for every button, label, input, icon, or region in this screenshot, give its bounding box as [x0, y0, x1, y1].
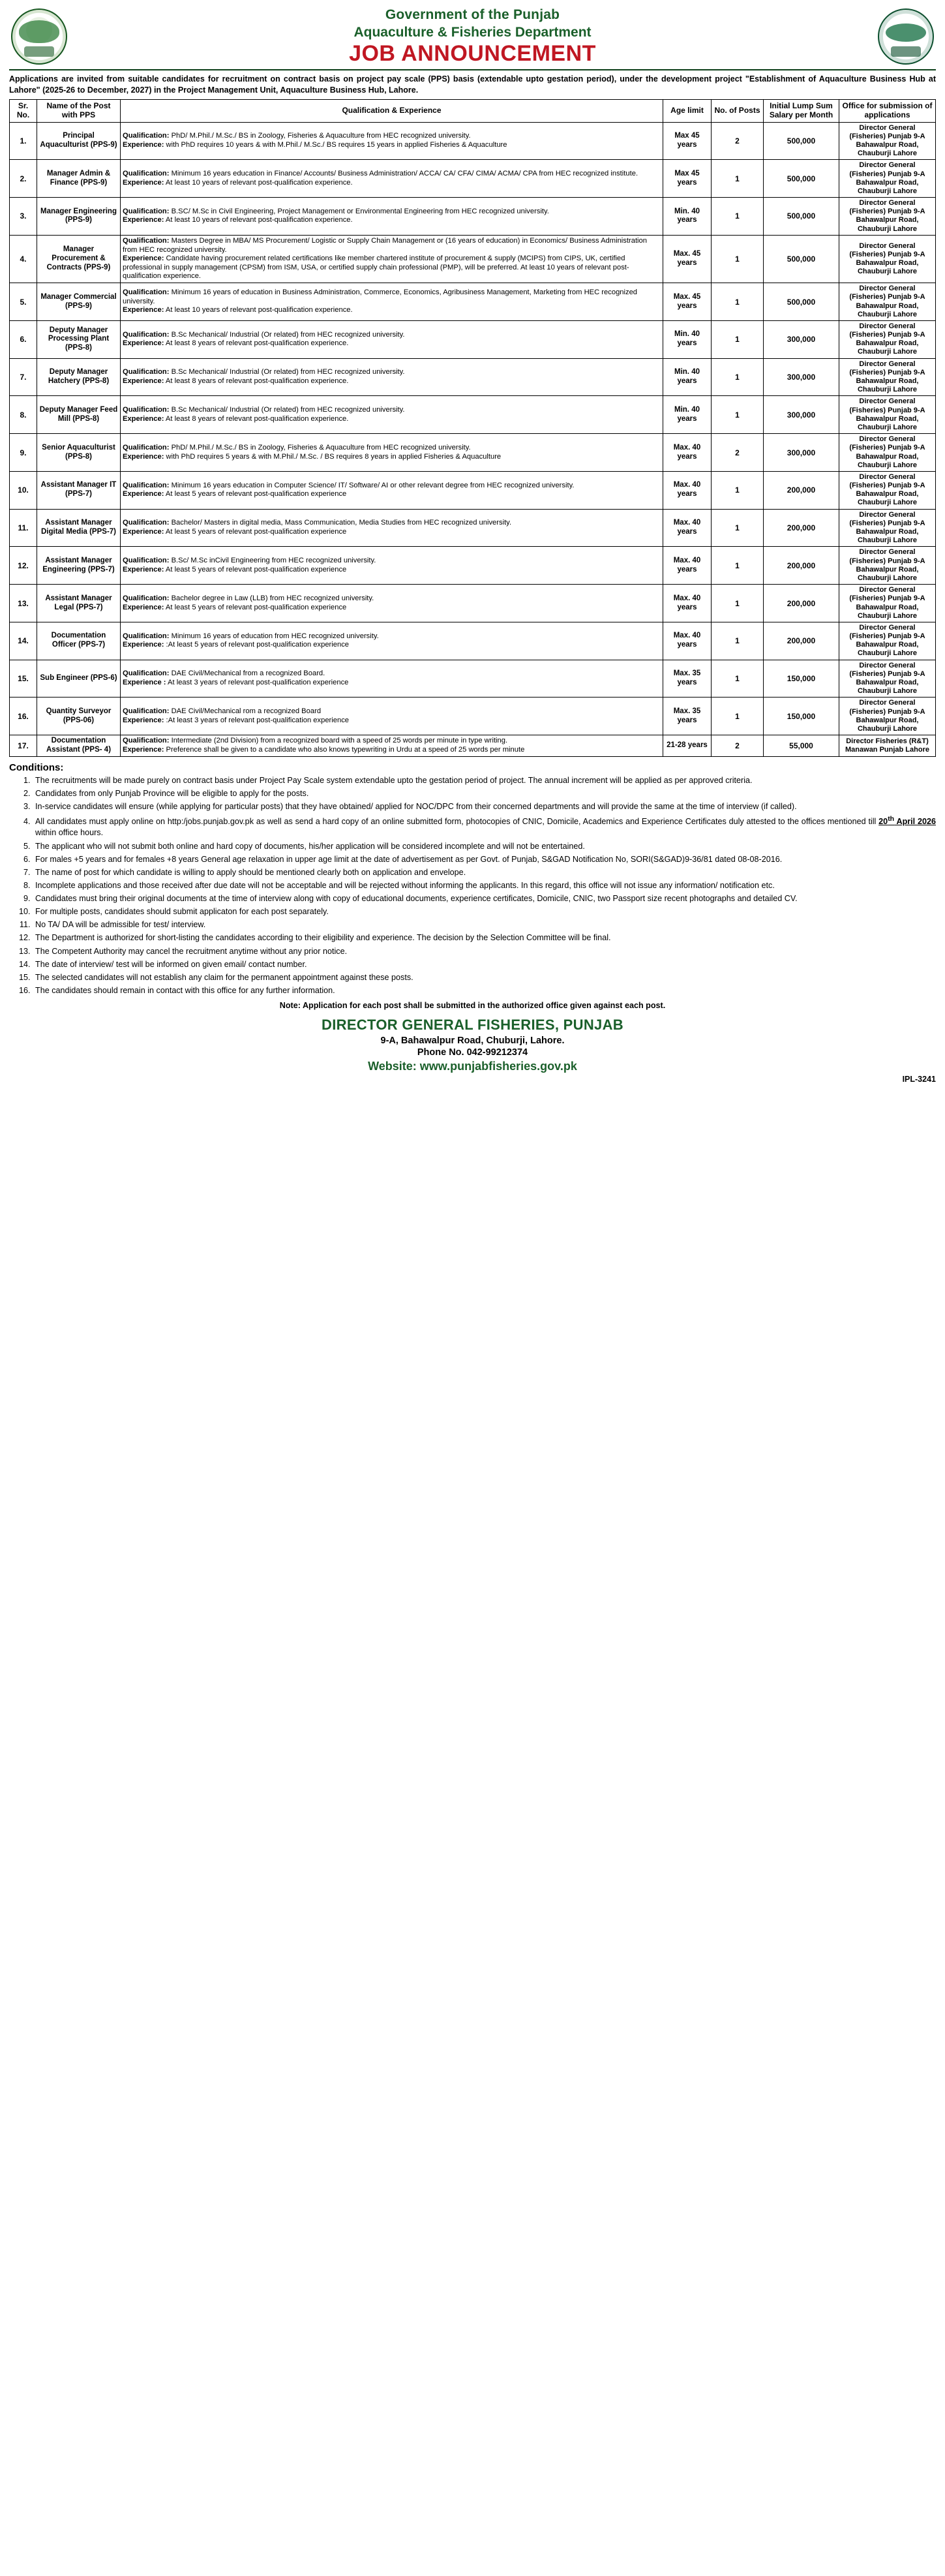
row-serial-number: 16. [10, 698, 37, 735]
row-qualification-experience [121, 509, 663, 547]
row-post-name: Assistant Manager IT (PPS-7) [37, 471, 121, 509]
row-experience: Experience: Preference shall be given to a candidate who also knows typewriting in Urdu at a speed of 25 words per minute [123, 745, 525, 754]
condition-item: 4. All candidates must apply online on http:/jobs.punjab.gov.pk as well as send a hard copy of an online submitted form, photocopies of CNIC, Domicile, Academics and Experience Certificates duly attested to the offices mentioned till 20th April 2026 within office hours. [33, 814, 936, 838]
row-qualification-experience [121, 585, 663, 622]
row-qualification-experience [121, 660, 663, 698]
row-qualification: Qualification: Bachelor degree in Law (LLB) from HEC recognized university. [123, 594, 374, 602]
row-serial-number: 14. [10, 622, 37, 660]
row-office: Director General (Fisheries) Punjab 9-A Bahawalpur Road, Chauburji Lahore [839, 585, 936, 622]
table-row [10, 735, 936, 757]
row-office: Director General (Fisheries) Punjab 9-A Bahawalpur Road, Chauburji Lahore [839, 283, 936, 321]
row-experience: Experience: Candidate having procurement related certifications like member chartered institute of procurement & supply (MCIPS) from CIPS, UK, certified professional in supply management (CPSM) from ISM, USA, or certified supply chain professional (PMP), will be preferred. At least 10 years of relevant post-qualification experience. [123, 254, 629, 281]
submission-note: Note: Application for each post shall be submitted in the authorized office given against each post. [279, 1001, 666, 1011]
row-qualification: Qualification: B.SC/ M.Sc in Civil Engineering, Project Management or Environmental Engineering from HEC recognized university. [123, 207, 549, 215]
row-experience: Experience: At least 5 years of relevant post-qualification experience [123, 565, 347, 574]
table-row [10, 434, 936, 472]
header-titles [69, 7, 876, 65]
row-qualification: Qualification: B.Sc Mechanical/ Industrial (Or related) from HEC recognized university. [123, 368, 405, 376]
jobs-table [9, 99, 936, 757]
intro-paragraph [9, 74, 936, 95]
row-salary: 200,000 [764, 509, 839, 547]
row-qualification: Qualification: Bachelor/ Masters in digital media, Mass Communication, Media Studies from HEC recognized university. [123, 519, 512, 527]
row-no-of-posts: 1 [712, 509, 764, 547]
table-row [10, 122, 936, 160]
row-serial-number: 17. [10, 735, 37, 757]
row-experience: Experience: At least 10 years of relevant post-qualification experience. [123, 306, 353, 314]
row-no-of-posts: 1 [712, 358, 764, 396]
row-serial-number: 9. [10, 434, 37, 472]
row-post-name: Quantity Surveyor (PPS-06) [37, 698, 121, 735]
row-experience: Experience: At least 10 years of relevant post-qualification experience. [123, 216, 353, 224]
table-row [10, 585, 936, 622]
row-age-limit: Max. 45 years [663, 283, 712, 321]
row-post-name: Sub Engineer (PPS-6) [37, 660, 121, 698]
row-salary: 500,000 [764, 283, 839, 321]
row-qualification: Qualification: Minimum 16 years of education from HEC recognized university. [123, 632, 379, 640]
row-office: Director General (Fisheries) Punjab 9-A Bahawalpur Road, Chauburji Lahore [839, 320, 936, 358]
footer-ipl-code: IPL-3241 [902, 1075, 936, 1084]
row-age-limit: Max. 40 years [663, 547, 712, 585]
row-qualification-experience [121, 547, 663, 585]
row-serial-number: 13. [10, 585, 37, 622]
row-age-limit: Max. 40 years [663, 471, 712, 509]
conditions-list [10, 775, 936, 996]
table-row [10, 160, 936, 198]
row-office: Director General (Fisheries) Punjab 9-A Bahawalpur Road, Chauburji Lahore [839, 434, 936, 472]
row-no-of-posts: 1 [712, 235, 764, 283]
row-experience: Experience: At least 5 years of relevant post-qualification experience [123, 490, 347, 498]
footer-director: DIRECTOR GENERAL FISHERIES, PUNJAB [322, 1017, 623, 1034]
row-post-name: Manager Admin & Finance (PPS-9) [37, 160, 121, 198]
row-no-of-posts: 1 [712, 585, 764, 622]
condition-item: 12. The Department is authorized for short-listing the candidates according to their eligibility and experience. The decision by the Selection Committee will be final. [33, 932, 936, 943]
row-office: Director General (Fisheries) Punjab 9-A Bahawalpur Road, Chauburji Lahore [839, 122, 936, 160]
row-age-limit: Max 45 years [663, 160, 712, 198]
row-age-limit: Max. 40 years [663, 434, 712, 472]
row-salary: 300,000 [764, 358, 839, 396]
row-office: Director General (Fisheries) Punjab 9-A Bahawalpur Road, Chauburji Lahore [839, 198, 936, 236]
row-age-limit: Min. 40 years [663, 396, 712, 434]
row-experience: Experience : At least 3 years of relevant post-qualification experience [123, 679, 349, 686]
row-qualification-experience [121, 198, 663, 236]
row-no-of-posts: 2 [712, 735, 764, 757]
row-experience: Experience: :At least 3 years of relevant post-qualification experience [123, 716, 350, 724]
row-salary: 500,000 [764, 198, 839, 236]
row-salary: 300,000 [764, 320, 839, 358]
footer-phone: Phone No. 042-99212374 [417, 1047, 528, 1058]
row-qualification-experience [121, 735, 663, 757]
row-post-name: Principal Aquaculturist (PPS-9) [37, 122, 121, 160]
table-row [10, 396, 936, 434]
row-serial-number: 5. [10, 283, 37, 321]
table-row [10, 622, 936, 660]
table-row [10, 358, 936, 396]
row-qualification-experience [121, 396, 663, 434]
row-age-limit: Min. 40 years [663, 358, 712, 396]
row-no-of-posts: 1 [712, 547, 764, 585]
row-salary: 150,000 [764, 660, 839, 698]
footer-address: 9-A, Bahawalpur Road, Chuburji, Lahore. [380, 1035, 565, 1047]
condition-item: 6. For males +5 years and for females +8 years General age relaxation in upper age limit at the date of advertisement as per Govt. of Punjab, S&GAD Notification No, SORI(S&GAD)9-36/81 dated 08-08-2016. [33, 854, 936, 865]
row-salary: 500,000 [764, 160, 839, 198]
column-header-qualification: Qualification & Experience [121, 100, 663, 123]
row-qualification-experience [121, 235, 663, 283]
punjab-government-crest-icon [9, 7, 69, 67]
row-post-name: Assistant Manager Digital Media (PPS-7) [37, 509, 121, 547]
fisheries-department-crest-icon [876, 7, 936, 67]
row-qualification-experience [121, 160, 663, 198]
row-office: Director General (Fisheries) Punjab 9-A Bahawalpur Road, Chauburji Lahore [839, 509, 936, 547]
intro-text-1: Applications are invited from suitable candidates for recruitment on contract basis on project pay scale (PPS) basis (extendable upto gestation period), under the development project [9, 74, 742, 84]
row-no-of-posts: 1 [712, 471, 764, 509]
row-qualification-experience [121, 622, 663, 660]
row-serial-number: 4. [10, 235, 37, 283]
row-salary: 200,000 [764, 471, 839, 509]
table-row [10, 547, 936, 585]
condition-item: 15. The selected candidates will not establish any claim for the permanent appointment against these posts. [33, 972, 936, 983]
row-serial-number: 1. [10, 122, 37, 160]
row-serial-number: 10. [10, 471, 37, 509]
table-header-row [10, 100, 936, 123]
conditions-title: Conditions: [9, 761, 64, 773]
row-post-name: Assistant Manager Engineering (PPS-7) [37, 547, 121, 585]
row-office: Director General (Fisheries) Punjab 9-A Bahawalpur Road, Chauburji Lahore [839, 160, 936, 198]
row-age-limit: Max. 40 years [663, 622, 712, 660]
row-serial-number: 11. [10, 509, 37, 547]
condition-item: 13. The Competent Authority may cancel the recruitment anytime without any prior notice. [33, 946, 936, 957]
row-qualification: Qualification: DAE Civil/Mechanical rom a recognized Board [123, 707, 322, 716]
row-serial-number: 15. [10, 660, 37, 698]
row-qualification-experience [121, 698, 663, 735]
row-office: Director General (Fisheries) Punjab 9-A Bahawalpur Road, Chauburji Lahore [839, 358, 936, 396]
footer-website: Website: www.punjabfisheries.gov.pk [368, 1060, 577, 1073]
row-experience: Experience: At least 5 years of relevant post-qualification experience [123, 528, 347, 536]
row-experience: Experience: with PhD requires 10 years & with M.Phil./ M.Sc./ BS requires 15 years in applied Fisheries & Aquaculture [123, 140, 507, 149]
condition-item: 1. The recruitments will be made purely on contract basis under Project Pay Scale system extendable upto the gestation period of project. The annual increment will be applied as per approved criteria. [33, 775, 936, 786]
row-experience: Experience: At least 8 years of relevant post-qualification experience. [123, 377, 349, 385]
table-row [10, 660, 936, 698]
row-qualification: Qualification: Masters Degree in MBA/ MS Procurement/ Logistic or Supply Chain Management or (16 years of education) in Economics/ Business Administration from HEC recognized university. [123, 236, 647, 254]
row-age-limit: Min. 40 years [663, 320, 712, 358]
row-serial-number: 8. [10, 396, 37, 434]
row-qualification: Qualification: Intermediate (2nd Division) from a recognized board with a speed of 25 words per minute in type writing. [123, 737, 508, 745]
intro-text-2: (2025-26 to December, 2027) in the Project Management Unit, Aquaculture Business Hub, Lahore. [42, 85, 419, 95]
row-experience: Experience: At least 8 years of relevant post-qualification experience. [123, 339, 349, 348]
row-office: Director General (Fisheries) Punjab 9-A Bahawalpur Road, Chauburji Lahore [839, 547, 936, 585]
row-salary: 55,000 [764, 735, 839, 757]
row-qualification: Qualification: B.Sc Mechanical/ Industrial (Or related) from HEC recognized university. [123, 406, 405, 414]
row-salary: 500,000 [764, 235, 839, 283]
condition-item: 9. Candidates must bring their original documents at the time of interview along with copy of educational documents, experience certificates, Domicile, CNIC, two Passport size recent photographs and detailed CV. [33, 893, 936, 904]
column-header-post: Name of the Post with PPS [37, 100, 121, 123]
row-no-of-posts: 2 [712, 122, 764, 160]
column-header-salary: Initial Lump Sum Salary per Month [764, 100, 839, 123]
row-salary: 150,000 [764, 698, 839, 735]
row-salary: 200,000 [764, 585, 839, 622]
row-qualification: Qualification: PhD/ M.Phil./ M.Sc./ BS in Zoology, Fisheries & Aquaculture from HEC recognized university. [123, 132, 471, 140]
row-post-name: Deputy Manager Processing Plant (PPS-8) [37, 320, 121, 358]
table-row [10, 509, 936, 547]
row-qualification-experience [121, 358, 663, 396]
row-experience: Experience: with PhD requires 5 years & with M.Phil./ M.Sc. / BS requires 8 years in applied Fisheries & Aquaculture [123, 452, 502, 461]
row-qualification-experience [121, 283, 663, 321]
table-row [10, 320, 936, 358]
page-footer [9, 1017, 936, 1084]
row-no-of-posts: 1 [712, 198, 764, 236]
row-post-name: Manager Commercial (PPS-9) [37, 283, 121, 321]
condition-item: 8. Incomplete applications and those received after due date will not be acceptable and will be rejected without informing the applicants. In this regard, this office will not issue any information/ notification etc. [33, 880, 936, 891]
condition-item: 7. The name of post for which candidate is willing to apply should be mentioned clearly both on application and envelope. [33, 867, 936, 878]
condition-item: 2. Candidates from only Punjab Province will be eligible to apply for the posts. [33, 788, 936, 799]
row-office: Director General (Fisheries) Punjab 9-A Bahawalpur Road, Chauburji Lahore [839, 235, 936, 283]
row-no-of-posts: 1 [712, 283, 764, 321]
row-age-limit: 21-28 years [663, 735, 712, 757]
row-no-of-posts: 1 [712, 320, 764, 358]
row-office: Director General (Fisheries) Punjab 9-A Bahawalpur Road, Chauburji Lahore [839, 698, 936, 735]
row-no-of-posts: 1 [712, 396, 764, 434]
row-salary: 200,000 [764, 547, 839, 585]
page-title: JOB ANNOUNCEMENT [349, 40, 596, 66]
row-office: Director General (Fisheries) Punjab 9-A Bahawalpur Road, Chauburji Lahore [839, 660, 936, 698]
row-age-limit: Max. 40 years [663, 509, 712, 547]
condition-item: 3. In-service candidates will ensure (while applying for particular posts) that they have obtained/ applied for NOC/DPC from their concerned departments and will provide the same at the time of interview (if called). [33, 801, 936, 812]
table-row [10, 283, 936, 321]
row-qualification: Qualification: PhD/ M.Phil./ M.Sc./ BS in Zoology, Fisheries & Aquaculture from HEC recognized university. [123, 443, 471, 452]
row-age-limit: Max. 35 years [663, 660, 712, 698]
row-experience: Experience: At least 5 years of relevant post-qualification experience [123, 603, 347, 611]
row-office: Director General (Fisheries) Punjab 9-A Bahawalpur Road, Chauburji Lahore [839, 396, 936, 434]
row-salary: 200,000 [764, 622, 839, 660]
condition-item: 11. No TA/ DA will be admissible for test/ interview. [33, 919, 936, 930]
row-qualification-experience [121, 434, 663, 472]
row-no-of-posts: 1 [712, 622, 764, 660]
row-serial-number: 6. [10, 320, 37, 358]
row-experience: Experience: At least 10 years of relevant post-qualification experience. [123, 178, 353, 187]
row-age-limit: Max 45 years [663, 122, 712, 160]
condition-item: 5. The applicant who will not submit both online and hard copy of documents, his/her application will be considered incomplete and will not be entertained. [33, 841, 936, 852]
row-serial-number: 12. [10, 547, 37, 585]
row-qualification-experience [121, 122, 663, 160]
row-salary: 500,000 [764, 122, 839, 160]
table-row [10, 471, 936, 509]
condition-item: 14. The date of interview/ test will be informed on given email/ contact number. [33, 959, 936, 970]
condition-item: 16. The candidates should remain in contact with this office for any further information. [33, 985, 936, 996]
table-row [10, 235, 936, 283]
row-post-name: Assistant Manager Legal (PPS-7) [37, 585, 121, 622]
page-header [9, 7, 936, 70]
row-age-limit: Max. 35 years [663, 698, 712, 735]
row-qualification: Qualification: Minimum 16 years of education in Business Administration, Commerce, Economics, Agribusiness Management, Marketing from HEC recognized university. [123, 288, 638, 305]
row-serial-number: 7. [10, 358, 37, 396]
row-post-name: Manager Engineering (PPS-9) [37, 198, 121, 236]
row-office: Director General (Fisheries) Punjab 9-A Bahawalpur Road, Chauburji Lahore [839, 622, 936, 660]
table-row [10, 698, 936, 735]
column-header-office: Office for submission of applications [839, 100, 936, 123]
row-no-of-posts: 1 [712, 160, 764, 198]
row-serial-number: 2. [10, 160, 37, 198]
row-age-limit: Max. 40 years [663, 585, 712, 622]
row-qualification: Qualification: B.Sc/ M.Sc inCivil Engineering from HEC recognized university. [123, 557, 376, 565]
project-name: "Establishment of Aquaculture Business Hub at Lahore" [9, 74, 936, 95]
row-post-name: Senior Aquaculturist (PPS-8) [37, 434, 121, 472]
row-post-name: Deputy Manager Feed Mill (PPS-8) [37, 396, 121, 434]
row-qualification: Qualification: DAE Civil/Mechanical from a recognized Board. [123, 669, 325, 678]
row-no-of-posts: 1 [712, 698, 764, 735]
government-line: Government of the Punjab [385, 7, 560, 23]
row-experience: Experience: :At least 5 years of relevant post-qualification experience [123, 641, 350, 649]
row-qualification: Qualification: Minimum 16 years education in Computer Science/ IT/ Software/ AI or other relevant degree from HEC recognized university. [123, 481, 575, 489]
column-header-no-of-posts: No. of Posts [712, 100, 764, 123]
row-salary: 300,000 [764, 396, 839, 434]
row-qualification-experience [121, 471, 663, 509]
row-qualification: Qualification: B.Sc Mechanical/ Industrial (Or related) from HEC recognized university. [123, 330, 405, 339]
row-post-name: Manager Procurement & Contracts (PPS-9) [37, 235, 121, 283]
row-salary: 300,000 [764, 434, 839, 472]
row-qualification: Qualification: Minimum 16 years education in Finance/ Accounts/ Business Administration/ ACCA/ CA/ CFA/ CIMA/ ACMA/ CPA from HEC recognized institute. [123, 170, 638, 178]
row-qualification-experience [121, 320, 663, 358]
row-post-name: Documentation Officer (PPS-7) [37, 622, 121, 660]
row-age-limit: Max. 45 years [663, 235, 712, 283]
department-line: Aquaculture & Fisheries Department [353, 24, 592, 40]
row-serial-number: 3. [10, 198, 37, 236]
row-post-name: Documentation Assistant (PPS- 4) [37, 735, 121, 757]
row-office: Director Fisheries (R&T) Manawan Punjab Lahore [839, 735, 936, 757]
condition-item: 10. For multiple posts, candidates should submit applicaton for each post separately. [33, 906, 936, 917]
row-post-name: Deputy Manager Hatchery (PPS-8) [37, 358, 121, 396]
table-row [10, 198, 936, 236]
column-header-age: Age limit [663, 100, 712, 123]
row-experience: Experience: At least 8 years of relevant post-qualification experience. [123, 414, 349, 423]
row-no-of-posts: 1 [712, 660, 764, 698]
column-header-sr: Sr. No. [10, 100, 37, 123]
row-no-of-posts: 2 [712, 434, 764, 472]
row-age-limit: Min. 40 years [663, 198, 712, 236]
row-office: Director General (Fisheries) Punjab 9-A Bahawalpur Road, Chauburji Lahore [839, 471, 936, 509]
